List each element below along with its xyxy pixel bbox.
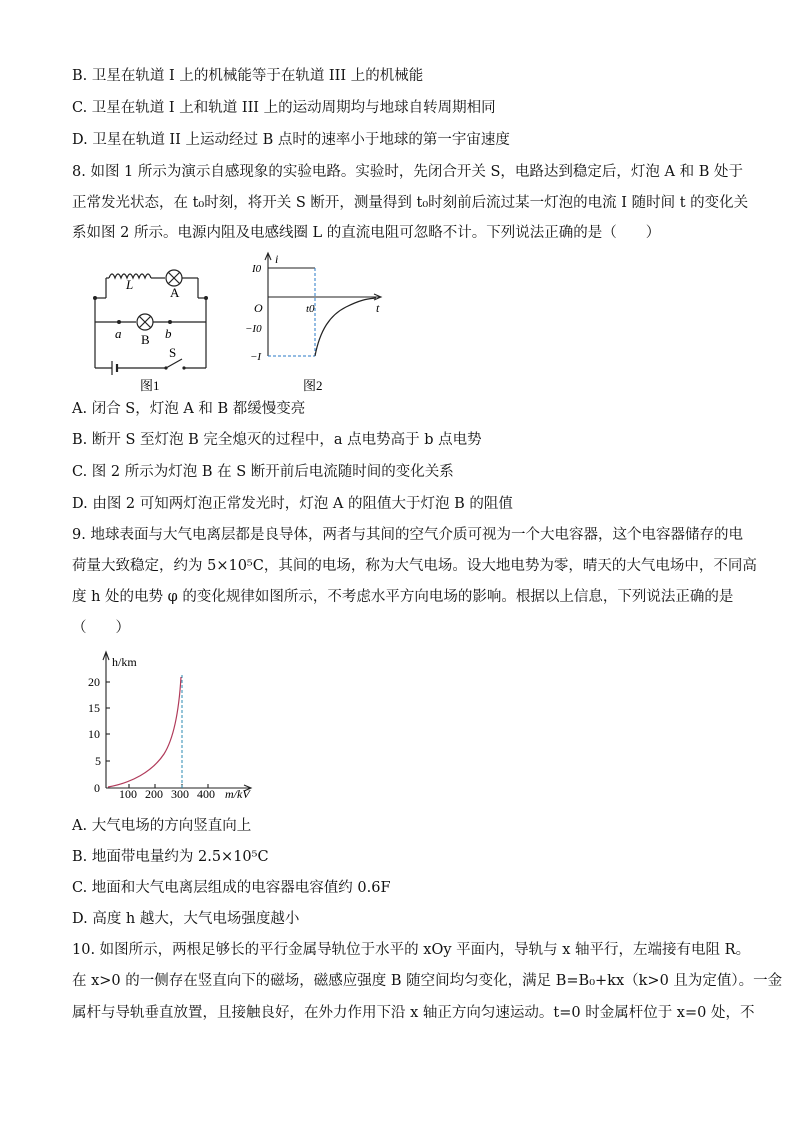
graph-x-tick-300: 300 xyxy=(171,787,189,801)
graph-x-tick-100: 100 xyxy=(119,787,137,801)
q9-option-d: D. 高度 h 越大，大气电场强度越小 xyxy=(72,911,300,927)
q7-option-d: D. 卫星在轨道 II 上运动经过 B 点时的速率小于地球的第一宇宙速度 xyxy=(72,132,510,148)
q9-stem-line-4: （ ） xyxy=(72,620,130,636)
figure1-caption: 图1 xyxy=(140,378,160,393)
q8-option-d: D. 由图 2 可知两灯泡正常发光时，灯泡 A 的阻值大于灯泡 B 的阻值 xyxy=(72,496,513,512)
graph2-t-axis-label: t xyxy=(376,301,380,315)
graph-origin: 0 xyxy=(94,781,100,795)
q8-stem-line-1: 8. 如图 1 所示为演示自感现象的实验电路。实验时，先闭合开关 S，电路达到稳定后，灯泡 A 和 B 处于 xyxy=(72,164,743,180)
graph-y-tick-10: 10 xyxy=(88,727,100,741)
q10-stem-line-2: 在 x>0 的一侧存在竖直向下的磁场，磁感应强度 B 随空间均匀变化，满足 B=B₀+kx（k>0 且为定值）。一金 xyxy=(72,973,783,989)
potential-curve xyxy=(108,677,181,787)
q8-option-a: A. 闭合 S，灯泡 A 和 B 都缓慢变亮 xyxy=(72,401,306,417)
potential-height-graph xyxy=(86,650,266,802)
q9-stem-line-2: 荷量大致稳定，约为 5×10⁵C，其间的电场，称为大气电场。设大地电势为零，晴天的大气电场中，不同高 xyxy=(72,558,757,574)
q9-option-a: A. 大气电场的方向竖直向上 xyxy=(72,818,252,834)
graph-y-tick-20: 20 xyxy=(88,675,100,689)
graph-y-axis-label: h/km xyxy=(112,655,137,669)
q8-stem-line-3: 系如图 2 所示。电源内阻及电感线圈 L 的直流电阻可忽略不计。下列说法正确的是（ ） xyxy=(72,225,661,241)
q7-option-c: C. 卫星在轨道 I 上和轨道 III 上的运动周期均与地球自转周期相同 xyxy=(72,100,496,116)
graph2-i0-label: I0 xyxy=(252,263,262,275)
graph2-t0-label: t0 xyxy=(306,303,315,315)
q8-option-c: C. 图 2 所示为灯泡 B 在 S 断开前后电流随时间的变化关系 xyxy=(72,464,454,480)
q9-option-b: B. 地面带电量约为 2.5×10⁵C xyxy=(72,849,269,865)
graph-x-tick-200: 200 xyxy=(145,787,163,801)
graph2-origin-label: O xyxy=(254,301,263,315)
q10-stem-line-1: 10. 如图所示，两根足够长的平行金属导轨位于水平的 xOy 平面内，导轨与 x 轴平行，左端接有电阻 R。 xyxy=(72,942,751,958)
q8-option-b: B. 断开 S 至灯泡 B 完全熄灭的过程中，a 点电势高于 b 点电势 xyxy=(72,432,482,448)
q8-stem-line-2: 正常发光状态，在 t₀时刻，将开关 S 断开，测量得到 t₀时刻前后流过某一灯泡的电流 I 随时间 t 的变化关 xyxy=(72,195,749,211)
point-b-label: b xyxy=(165,326,172,341)
q9-stem-line-1: 9. 地球表面与大气电离层都是良导体，两者与其间的空气介质可视为一个大电容器，这个电容器储存的电 xyxy=(72,527,743,543)
graph2-neg-i0-label: −I0 xyxy=(245,323,262,335)
graph-y-tick-15: 15 xyxy=(88,701,100,715)
q9-stem-line-3: 度 h 处的电势 φ 的变化规律如图所示，不考虑水平方向电场的影响。根据以上信息，下列说法正确的是 xyxy=(72,589,734,605)
switch-label: S xyxy=(169,345,177,360)
graph-x-axis-label: m/kV xyxy=(225,787,250,801)
lamp-b-label: B xyxy=(141,332,150,347)
graph-x-tick-400: 400 xyxy=(197,787,215,801)
q9-option-c: C. 地面和大气电离层组成的电容器电容值约 0.6F xyxy=(72,880,391,896)
inductor-label: L xyxy=(126,277,134,292)
point-a-label: a xyxy=(115,326,122,341)
circuit-figure xyxy=(82,262,222,392)
graph2-i-axis-label: i xyxy=(275,252,279,266)
q7-option-b: B. 卫星在轨道 I 上的机械能等于在轨道 III 上的机械能 xyxy=(72,68,424,84)
lamp-a-label: A xyxy=(170,285,180,300)
figure2-caption: 图2 xyxy=(303,378,323,393)
q10-stem-line-3: 属杆与导轨垂直放置，且接触良好，在外力作用下沿 x 轴正方向匀速运动。t=0 时金属杆位于 x=0 处，不 xyxy=(72,1005,755,1021)
graph-y-tick-5: 5 xyxy=(95,754,101,768)
current-graph xyxy=(245,250,398,393)
graph2-neg-i-label: −I xyxy=(250,351,262,363)
